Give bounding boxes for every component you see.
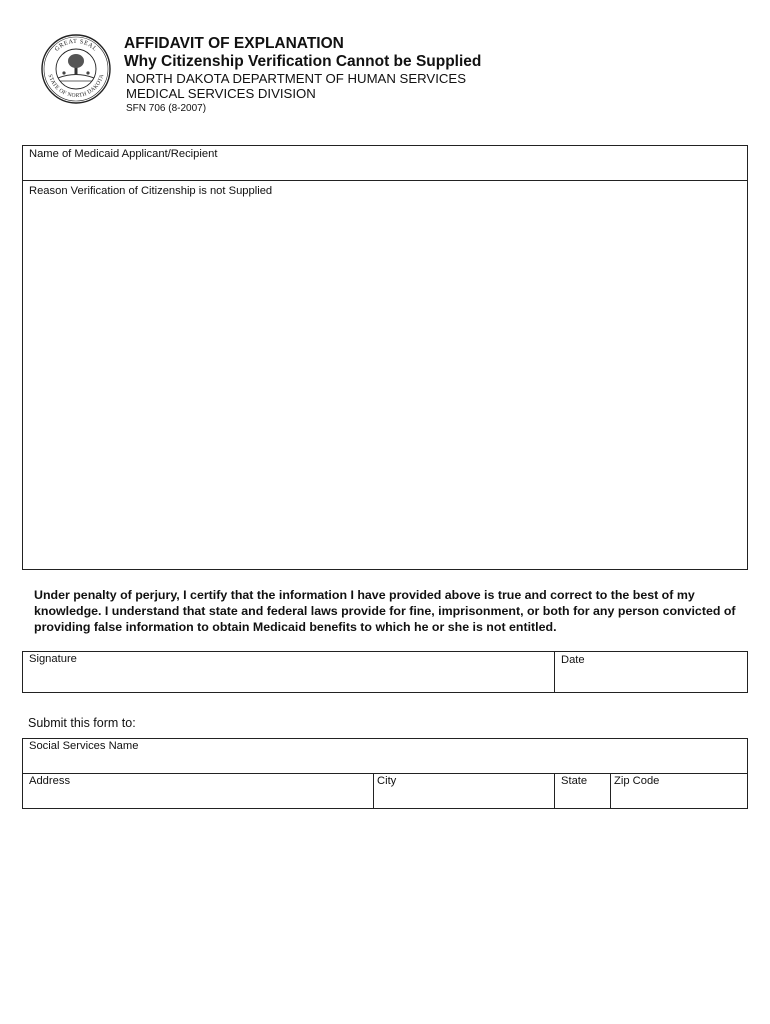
city-field[interactable] xyxy=(374,774,555,808)
date-label: Date xyxy=(561,654,585,666)
form-number: SFN 706 (8-2007) xyxy=(126,103,207,114)
address-label: Address xyxy=(29,775,71,787)
submit-section xyxy=(22,738,748,809)
seal-bottom-text: STATE OF NORTH DAKOTA xyxy=(46,73,106,100)
division-name: MEDICAL SERVICES DIVISION xyxy=(126,86,316,101)
svg-text:GREAT SEAL xyxy=(53,38,98,53)
address-field[interactable] xyxy=(23,774,374,808)
seal-top-text: GREAT SEAL xyxy=(53,37,99,53)
date-field[interactable] xyxy=(555,652,747,692)
city-label: City xyxy=(377,775,397,787)
state-seal xyxy=(40,33,112,105)
zip-code-field[interactable] xyxy=(611,774,747,808)
state-field[interactable] xyxy=(555,774,611,808)
applicant-name-label: Name of Medicaid Applicant/Recipient xyxy=(29,148,218,160)
form-subtitle: Why Citizenship Verification Cannot be Supplied xyxy=(124,53,482,70)
department-name: NORTH DAKOTA DEPARTMENT OF HUMAN SERVICES xyxy=(126,71,466,86)
applicant-section xyxy=(22,145,748,570)
form-title: AFFIDAVIT OF EXPLANATION xyxy=(124,35,344,52)
reason-field[interactable] xyxy=(23,181,747,569)
applicant-name-field[interactable] xyxy=(23,146,747,181)
submit-heading: Submit this form to: xyxy=(28,716,136,730)
reason-label: Reason Verification of Citizenship is not Supplied xyxy=(29,185,273,197)
seal-graphic xyxy=(40,33,112,105)
social-services-label: Social Services Name xyxy=(29,740,139,752)
state-label: State xyxy=(561,775,588,787)
signature-label: Signature xyxy=(29,653,77,665)
zip-code-label: Zip Code xyxy=(614,775,660,787)
signature-field[interactable] xyxy=(23,652,555,692)
social-services-field[interactable] xyxy=(23,739,747,774)
signature-section xyxy=(22,651,748,693)
certification-statement: Under penalty of perjury, I certify that the information I have provided above is true and correct to the best of my knowledge. I understand that state and federal laws provide for fine, imprisonment, or both for any person convicted of providing false information to obtain Medicaid benefits to which he or she is not entitled. xyxy=(34,588,736,634)
